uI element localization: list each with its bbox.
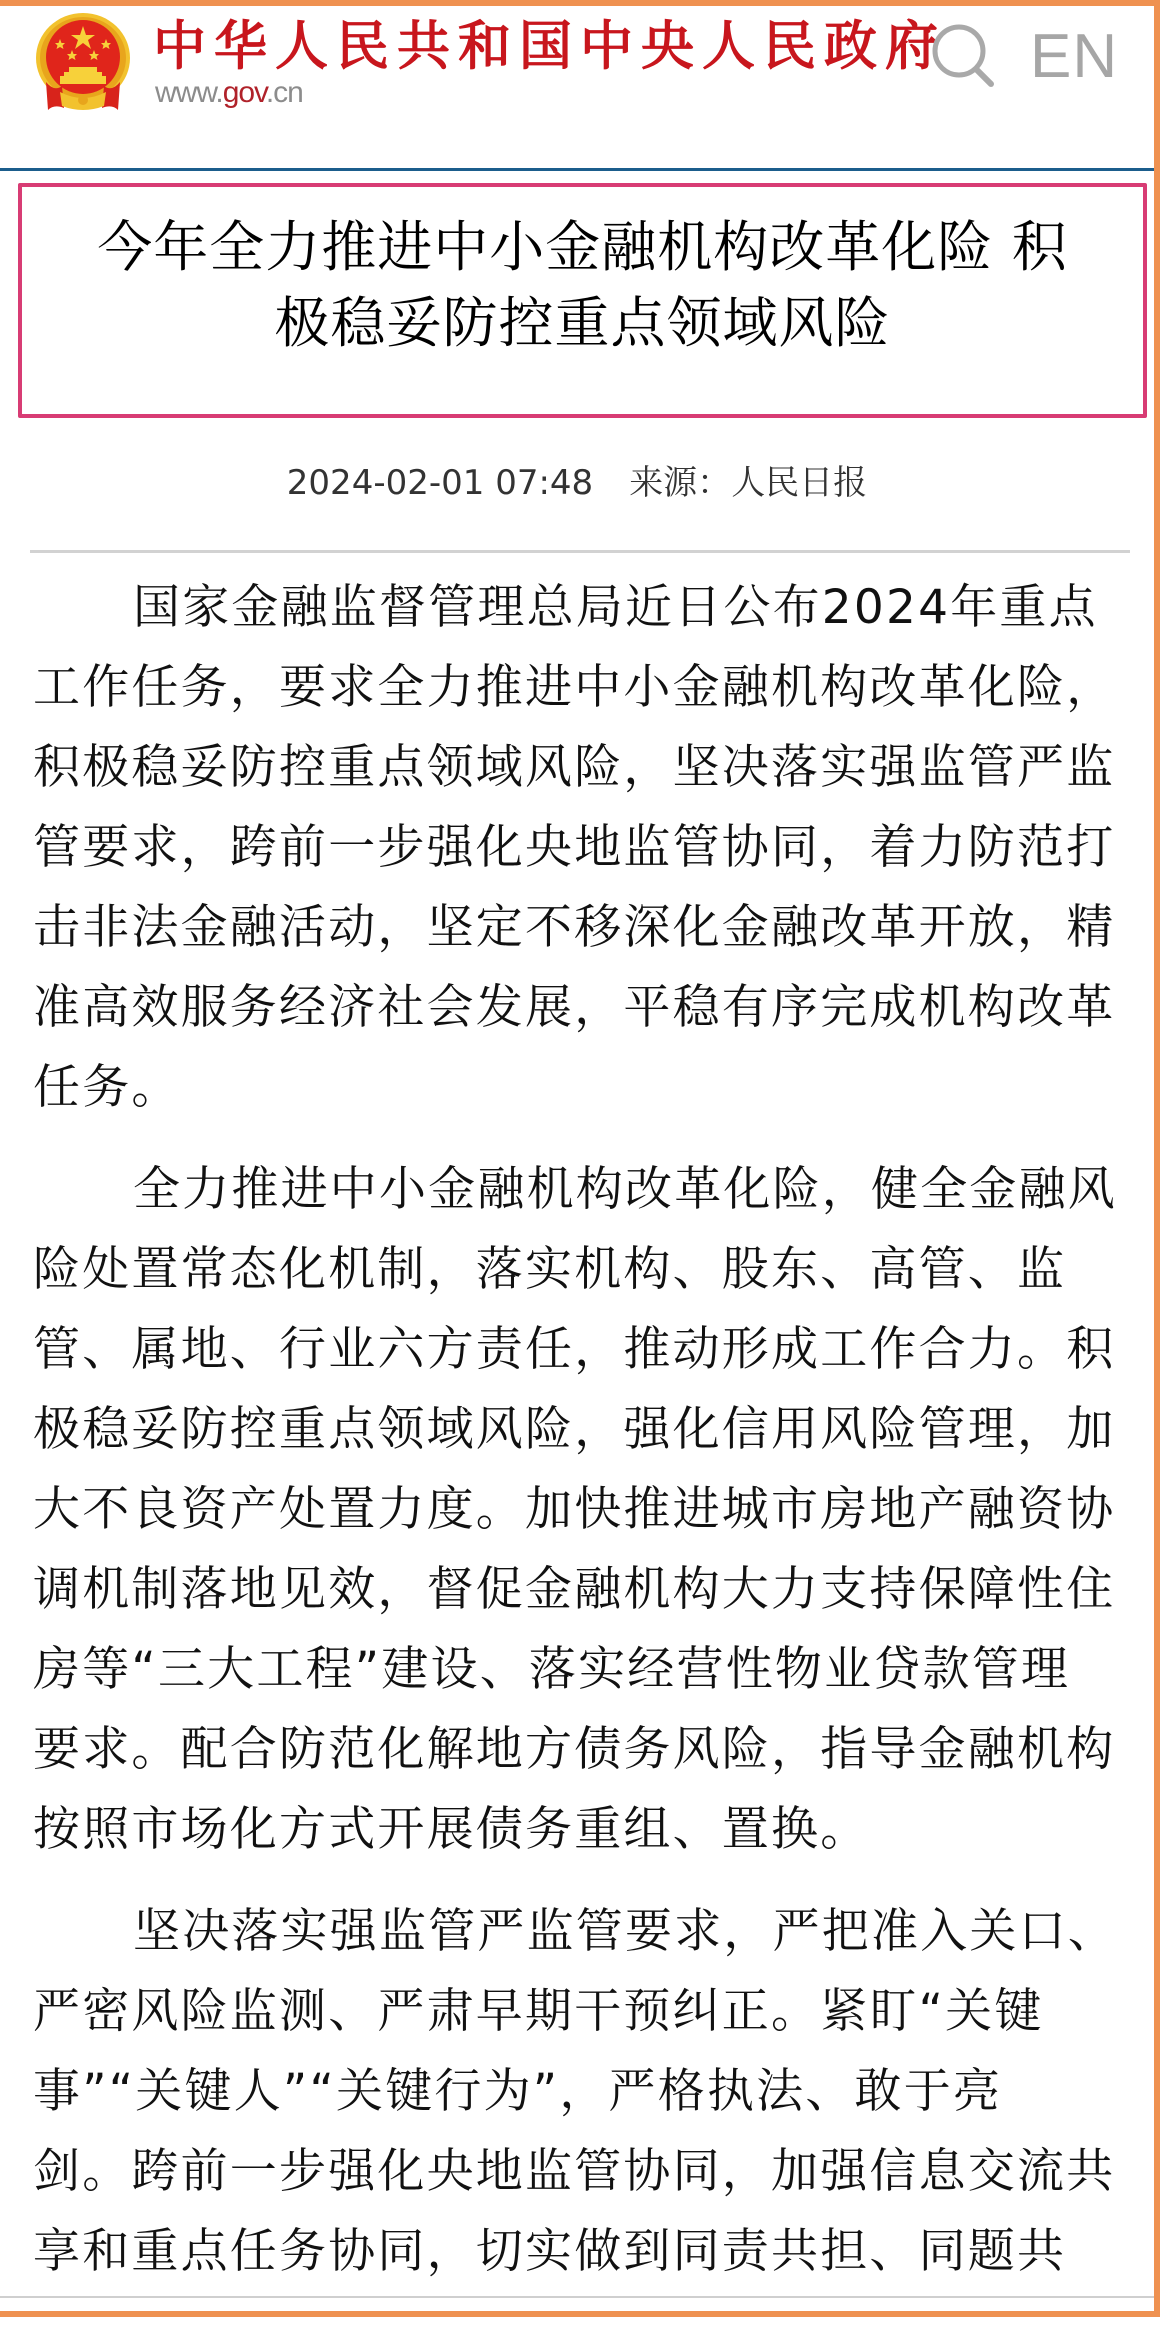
- paragraph-line: 国家金融监督管理总局近日公布2024年重点: [133, 580, 1098, 635]
- paragraph-line: 积极稳妥防控重点领域风险，坚决落实强监管严监: [33, 740, 1116, 795]
- search-button[interactable]: [928, 20, 1000, 92]
- paragraph-line: 要求。配合防范化解地方债务风险，指导金融机构: [33, 1722, 1116, 1777]
- article-meta: [0, 460, 1154, 506]
- source-label: 来源：: [629, 463, 732, 503]
- search-icon: [928, 20, 1000, 92]
- paragraph-line: 享和重点任务协同，切实做到同责共担、同题共: [33, 2224, 1067, 2279]
- paragraph-line: 大不良资产处置力度。加快推进城市房地产融资协: [33, 1482, 1116, 1537]
- publish-datetime: 2024-02-01 07:48: [286, 463, 594, 503]
- paragraph-line: 调机制落地见效，督促金融机构大力支持保障性住: [33, 1562, 1116, 1617]
- page-frame-right: [1154, 0, 1160, 2317]
- site-title[interactable]: 中华人民共和国中央人民政府: [153, 16, 946, 77]
- article-body: [33, 568, 1133, 2314]
- national-emblem-logo[interactable]: [34, 12, 132, 114]
- paragraph-line: 全力推进中小金融机构改革化险，健全金融风: [133, 1162, 1117, 1217]
- site-url-prefix: www.: [155, 76, 223, 109]
- paragraph-line: 房等“三大工程”建设、落实经营性物业贷款管理: [33, 1642, 1071, 1697]
- site-url: [155, 76, 303, 110]
- meta-divider: [30, 550, 1130, 553]
- site-url-suffix: .cn: [265, 76, 303, 109]
- paragraph-line: 事”“关键人”“关键行为”，严格执法、敢于亮: [33, 2064, 1003, 2119]
- paragraph-line: 险处置常态化机制，落实机构、股东、高管、监: [33, 1242, 1067, 1297]
- paragraph-line: 工作任务，要求全力推进中小金融机构改革化险，: [33, 660, 1116, 715]
- paragraph-line: 坚决落实强监管严监管要求，严把准入关口、: [133, 1904, 1117, 1959]
- article-paragraph: [33, 1892, 1133, 2292]
- article-title-line: 今年全力推进中小金融机构改革化险 积: [97, 215, 1068, 279]
- header-divider: [0, 168, 1154, 171]
- paragraph-line: 击非法金融活动，坚定不移深化金融改革开放，精: [33, 900, 1116, 955]
- article-title-line: 极稳妥防控重点领域风险: [274, 291, 891, 355]
- paragraph-line: 管、属地、行业六方责任，推动形成工作合力。积: [33, 1322, 1116, 1377]
- paragraph-line: 剑。跨前一步强化央地监管协同，加强信息交流共: [33, 2144, 1116, 2199]
- paragraph-line: 任务。: [33, 1060, 181, 1115]
- site-header: [0, 6, 1154, 170]
- article-paragraph: [33, 1150, 1133, 1870]
- paragraph-line: 管要求，跨前一步强化央地监管协同，着力防范打: [33, 820, 1116, 875]
- article-paragraph: [33, 568, 1133, 1128]
- paragraph-line: 极稳妥防控重点领域风险，强化信用风险管理，加: [33, 1402, 1116, 1457]
- paragraph-line: 严密风险监测、严肃早期干预纠正。紧盯“关键: [33, 1984, 1044, 2039]
- article-title: [22, 209, 1143, 361]
- paragraph-line: 准高效服务经济社会发展，平稳有序完成机构改革: [33, 980, 1116, 1035]
- paragraph-line: 按照市场化方式开展债务重组、置换。: [33, 1802, 870, 1857]
- site-url-domain: gov: [222, 76, 266, 109]
- english-language-toggle[interactable]: EN: [1030, 22, 1119, 91]
- article-title-box: [18, 183, 1147, 418]
- source-name: 人民日报: [731, 463, 868, 503]
- national-emblem-icon: [34, 12, 132, 114]
- bottom-divider: [0, 2296, 1154, 2298]
